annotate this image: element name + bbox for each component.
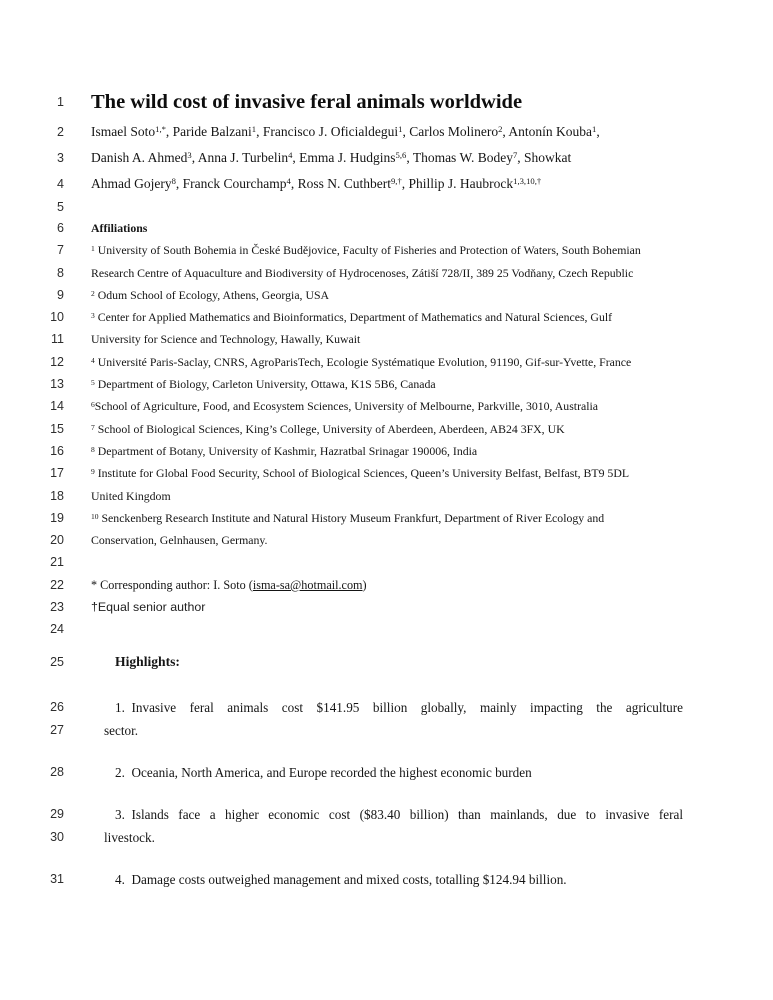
line-text: University for Science and Technology, Hawally, Kuwait: [91, 332, 361, 347]
line-row: [0, 197, 773, 217]
line-number: 6: [57, 221, 64, 235]
line-text: * Corresponding author: I. Soto (isma-sa@hotmail.com): [91, 577, 367, 592]
line-number: 3: [57, 151, 64, 165]
superscript: 6: [91, 400, 95, 410]
line-number: 25: [50, 654, 64, 669]
line-number: 7: [57, 243, 64, 258]
line-row: [0, 418, 773, 440]
line-number: 2: [57, 125, 64, 139]
line-row: [0, 85, 773, 119]
superscript: 7: [91, 422, 95, 432]
line-row: [0, 529, 773, 551]
line-number: 9: [57, 287, 64, 302]
line-text: $^2$ Odum School of Ecology, Athens, Georgia, USA: [91, 287, 330, 302]
line-row: [0, 696, 773, 719]
line-text: 1. Invasive feral animals cost $141.95 billion globally, mainly impacting the agriculture: [115, 699, 683, 715]
superscript: 1: [398, 124, 403, 135]
line-number: 5: [57, 200, 64, 214]
line-number: 19: [50, 510, 64, 525]
superscript: 7: [512, 150, 518, 161]
line-number: 30: [50, 829, 64, 844]
highlights-heading: Highlights:: [115, 653, 180, 669]
line-number: 27: [50, 722, 64, 737]
line-row: [0, 239, 773, 261]
superscript: 8: [91, 444, 95, 454]
superscript: 1,3,10,†: [513, 176, 542, 187]
line-row: [0, 262, 773, 284]
superscript: 1: [592, 124, 597, 135]
line-text: 4. Damage costs outweighed management and mixed costs, totalling $124.94 billion.: [115, 871, 567, 887]
email-link[interactable]: isma-sa@hotmail.com: [252, 577, 363, 592]
line-number: 13: [50, 377, 64, 392]
superscript: 4: [286, 176, 291, 187]
line-text: United Kingdom: [91, 488, 171, 503]
line-text: $^5$ Department of Biology, Carleton University, Ottawa, K1S 5B6, Canada: [91, 377, 436, 392]
line-number: 22: [50, 577, 64, 592]
line-text: $^{10}$ Senckenberg Research Institute and Natural History Museum Frankfurt, Department of River Ecology and: [91, 510, 605, 525]
line-number: 11: [51, 332, 64, 347]
line-row: [0, 395, 773, 417]
line-text: livestock.: [104, 829, 155, 845]
page-title: The wild cost of invasive feral animals worldwide: [91, 91, 523, 113]
line-number: 14: [50, 399, 64, 414]
line-row: [0, 462, 773, 484]
line-row: [0, 171, 773, 197]
line-number: 4: [57, 177, 64, 191]
line-number: 31: [50, 871, 64, 886]
manuscript-lines: [0, 85, 773, 891]
line-text: †Equal senior author: [91, 600, 206, 615]
line-number: 16: [50, 443, 64, 458]
superscript: 8: [171, 176, 176, 187]
line-text: sector.: [104, 722, 139, 738]
line-row: [0, 647, 773, 677]
line-text: Affiliations: [91, 221, 148, 235]
line-text: Research Centre of Aquaculture and Biodiversity of Hydrocenoses, Zátiší 728/II, 389 25 Vodňany, Czech Republic: [91, 265, 634, 280]
superscript: 4: [288, 150, 293, 161]
superscript: 4: [91, 355, 95, 365]
line-text: Danish A. Ahmed$^3$, Anna J. Turbelin$^4$, Emma J. Hudgins$^{5,6}$, Thomas W. Bodey$^7$, Showkat: [91, 150, 572, 165]
line-number: 21: [50, 555, 64, 570]
line-row: [0, 328, 773, 350]
line-text: [91, 197, 683, 217]
line-number: 15: [50, 421, 64, 436]
line-text: $^1$ University of South Bohemia in České Budějovice, Faculty of Fisheries and Protection of Waters, South Bohemian: [91, 243, 641, 258]
line-text: 3. Islands face a higher economic cost ($83.40 billion) than mainlands, due to invasive feral: [115, 806, 683, 822]
line-row: [0, 826, 773, 849]
line-row: [0, 217, 773, 239]
line-text: $^4$ Université Paris-Saclay, CNRS, AgroParisTech, Ecologie Systématique Evolution, 91190, Gif-sur-Yvette, France: [91, 354, 632, 369]
line-text: Ahmad Gojery$^8$, Franck Courchamp$^4$, Ross N. Cuthbert$^{9,\dagger}$, Phillip J. Haubrock$^{1,3,10,\dagger}$: [91, 176, 542, 191]
line-number: 29: [50, 806, 64, 821]
line-number: 10: [50, 310, 64, 325]
line-text: $^7$ School of Biological Sciences, King’s College, University of Aberdeen, Aberdeen, AB24 3FX, UK: [91, 421, 565, 436]
line-number: 1: [57, 95, 64, 109]
superscript: 2: [91, 288, 95, 298]
superscript: 9,†: [390, 176, 402, 187]
line-number: 12: [50, 354, 64, 369]
line-row: [0, 574, 773, 596]
line-row: [0, 551, 773, 573]
superscript: 9: [91, 467, 95, 477]
superscript: 10: [91, 511, 99, 521]
line-row: [0, 507, 773, 529]
line-text: Ismael Soto$^{1,*}$, Paride Balzani$^1$, Francisco J. Oficialdegui$^1$, Carlos Molinero$^2$, Antonín Kouba$^1$,: [91, 124, 600, 139]
line-row: [0, 284, 773, 306]
line-text: $^3$ Center for Applied Mathematics and Bioinformatics, Department of Mathematics and Natural Sciences, Gulf: [91, 310, 613, 325]
line-text: Conservation, Gelnhausen, Germany.: [91, 533, 268, 548]
line-row: [0, 373, 773, 395]
line-row: [0, 803, 773, 826]
superscript: 5,6: [395, 150, 407, 161]
line-number: 26: [50, 699, 64, 714]
line-text: $^6$School of Agriculture, Food, and Ecosystem Sciences, University of Melbourne, Parkville, 3010, Australia: [91, 399, 599, 414]
superscript: 1: [251, 124, 257, 135]
line-row: [0, 145, 773, 171]
superscript: 2: [498, 124, 503, 135]
line-row: [0, 618, 773, 640]
superscript: 1: [91, 244, 95, 254]
line-text: [91, 551, 683, 573]
line-number: 18: [50, 488, 64, 503]
line-text: $^9$ Institute for Global Food Security, School of Biological Sciences, Queen’s University Belfast, Belfast, BT9 5DL: [91, 466, 630, 481]
line-number: 23: [50, 600, 64, 615]
line-number: 20: [50, 533, 64, 548]
line-number: 17: [50, 466, 64, 481]
line-number: 28: [50, 764, 64, 779]
line-text: $^8$ Department of Botany, University of Kashmir, Hazratbal Srinagar 190006, India: [91, 443, 478, 458]
superscript: 1,*: [155, 124, 166, 135]
superscript: 3: [91, 311, 95, 321]
line-text: 2. Oceania, North America, and Europe recorded the highest economic burden: [115, 764, 532, 780]
superscript: 3: [187, 150, 192, 161]
line-text: [91, 618, 683, 640]
superscript: 5: [91, 377, 95, 387]
line-row: [0, 719, 773, 742]
line-number: 24: [50, 622, 64, 637]
line-row: [0, 868, 773, 891]
line-number: 8: [57, 265, 64, 280]
line-row: [0, 761, 773, 784]
line-row: [0, 351, 773, 373]
line-row: [0, 119, 773, 145]
line-row: [0, 485, 773, 507]
line-row: [0, 596, 773, 618]
line-row: [0, 440, 773, 462]
line-row: [0, 306, 773, 328]
